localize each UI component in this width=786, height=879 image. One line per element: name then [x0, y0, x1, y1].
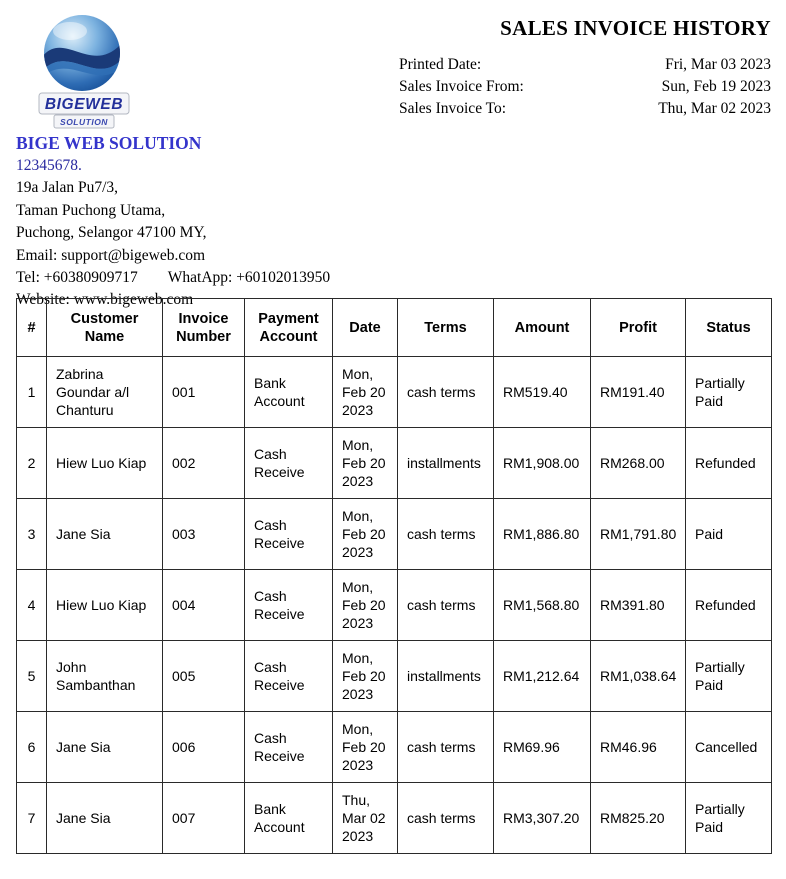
- bigeweb-logo-icon: [36, 13, 142, 129]
- cell-terms: cash terms: [398, 783, 494, 854]
- company-logo: [36, 13, 142, 129]
- company-email: Email: support@bigeweb.com: [16, 246, 206, 264]
- col-header-amount: Amount: [494, 299, 591, 357]
- table-row: [17, 499, 772, 570]
- cell-invoice-number: 001: [163, 357, 245, 428]
- cell-terms: installments: [398, 641, 494, 712]
- cell-invoice-number: 004: [163, 570, 245, 641]
- cell-payment-account: Cash Receive: [245, 428, 333, 499]
- cell-customer-name: Jane Sia: [47, 712, 163, 783]
- cell-date: Mon, Feb 20 2023: [333, 641, 398, 712]
- address-line-2: Taman Puchong Utama,: [16, 201, 166, 219]
- company-name: BIGE WEB SOLUTION: [16, 133, 202, 153]
- table-row: [17, 428, 772, 499]
- logo-highlight: [53, 22, 87, 40]
- cell-terms: installments: [398, 428, 494, 499]
- company-tel: Tel: +60380909717: [16, 269, 138, 287]
- cell-payment-account: Cash Receive: [245, 570, 333, 641]
- cell-status: Partially Paid: [686, 357, 772, 428]
- cell-status: Refunded: [686, 570, 772, 641]
- cell-terms: cash terms: [398, 499, 494, 570]
- col-header-customer-name: Customer Name: [47, 299, 163, 357]
- col-header-profit: Profit: [591, 299, 686, 357]
- report-header: [399, 16, 771, 120]
- cell-payment-account: Cash Receive: [245, 641, 333, 712]
- cell-profit: RM1,791.80: [591, 499, 686, 570]
- cell-profit: RM825.20: [591, 783, 686, 854]
- col-header-status: Status: [686, 299, 772, 357]
- cell-index: 7: [17, 783, 47, 854]
- cell-terms: cash terms: [398, 712, 494, 783]
- table-row: [17, 783, 772, 854]
- cell-amount: RM69.96: [494, 712, 591, 783]
- invoice-to-value: Thu, Mar 02 2023: [658, 100, 771, 117]
- header-row: [17, 299, 772, 357]
- logo-brand-text: BIGEWEB: [44, 96, 124, 113]
- col-header-payment-account: Payment Account: [245, 299, 333, 357]
- cell-customer-name: Jane Sia: [47, 499, 163, 570]
- meta-row-invoice-to: [399, 98, 771, 120]
- cell-profit: RM191.40: [591, 357, 686, 428]
- cell-invoice-number: 003: [163, 499, 245, 570]
- table-row: [17, 570, 772, 641]
- meta-row-invoice-from: [399, 76, 771, 98]
- col-header-terms: Terms: [398, 299, 494, 357]
- invoice-table-body: [17, 357, 772, 854]
- cell-amount: RM519.40: [494, 357, 591, 428]
- cell-date: Mon, Feb 20 2023: [333, 499, 398, 570]
- cell-terms: cash terms: [398, 570, 494, 641]
- company-registration: 12345678.: [16, 157, 82, 174]
- cell-amount: RM1,212.64: [494, 641, 591, 712]
- cell-invoice-number: 006: [163, 712, 245, 783]
- cell-status: Partially Paid: [686, 641, 772, 712]
- cell-invoice-number: 002: [163, 428, 245, 499]
- cell-date: Mon, Feb 20 2023: [333, 570, 398, 641]
- invoice-from-value: Sun, Feb 19 2023: [661, 78, 771, 95]
- cell-payment-account: Cash Receive: [245, 712, 333, 783]
- cell-index: 5: [17, 641, 47, 712]
- cell-index: 2: [17, 428, 47, 499]
- cell-amount: RM1,908.00: [494, 428, 591, 499]
- cell-index: 6: [17, 712, 47, 783]
- cell-payment-account: Cash Receive: [245, 499, 333, 570]
- report-meta: [399, 54, 771, 120]
- cell-customer-name: John Sambanthan: [47, 641, 163, 712]
- invoice-to-label: Sales Invoice To:: [399, 100, 507, 117]
- cell-customer-name: Zabrina Goundar a/l Chanturu: [47, 357, 163, 428]
- cell-date: Mon, Feb 20 2023: [333, 712, 398, 783]
- cell-status: Partially Paid: [686, 783, 772, 854]
- table-row: [17, 357, 772, 428]
- cell-profit: RM1,038.64: [591, 641, 686, 712]
- col-header-date: Date: [333, 299, 398, 357]
- invoice-from-label: Sales Invoice From:: [399, 78, 524, 95]
- cell-status: Cancelled: [686, 712, 772, 783]
- cell-amount: RM1,886.80: [494, 499, 591, 570]
- company-website: Website: www.bigeweb.com: [16, 291, 194, 309]
- address-line-1: 19a Jalan Pu7/3,: [16, 179, 119, 197]
- cell-payment-account: Bank Account: [245, 357, 333, 428]
- col-header-index: #: [17, 299, 47, 357]
- cell-invoice-number: 005: [163, 641, 245, 712]
- cell-status: Paid: [686, 499, 772, 570]
- cell-profit: RM391.80: [591, 570, 686, 641]
- cell-invoice-number: 007: [163, 783, 245, 854]
- cell-date: Thu, Mar 02 2023: [333, 783, 398, 854]
- table-row: [17, 712, 772, 783]
- printed-date-label: Printed Date:: [399, 56, 482, 73]
- printed-date-value: Fri, Mar 03 2023: [665, 56, 771, 73]
- invoice-history-table: [16, 298, 772, 854]
- cell-date: Mon, Feb 20 2023: [333, 357, 398, 428]
- cell-payment-account: Bank Account: [245, 783, 333, 854]
- cell-customer-name: Jane Sia: [47, 783, 163, 854]
- cell-index: 4: [17, 570, 47, 641]
- invoice-table-header: [17, 299, 772, 357]
- address-line-3: Puchong, Selangor 47100 MY,: [16, 224, 207, 242]
- logo-sub-text: SOLUTION: [60, 117, 108, 127]
- cell-amount: RM3,307.20: [494, 783, 591, 854]
- meta-row-printed-date: [399, 54, 771, 76]
- cell-status: Refunded: [686, 428, 772, 499]
- cell-date: Mon, Feb 20 2023: [333, 428, 398, 499]
- cell-customer-name: Hiew Luo Kiap: [47, 570, 163, 641]
- cell-terms: cash terms: [398, 357, 494, 428]
- company-whatsapp: WhatApp: +60102013950: [167, 269, 331, 287]
- table-row: [17, 641, 772, 712]
- page-title: SALES INVOICE HISTORY: [500, 16, 771, 40]
- cell-customer-name: Hiew Luo Kiap: [47, 428, 163, 499]
- cell-profit: RM46.96: [591, 712, 686, 783]
- company-phones: [16, 267, 330, 289]
- cell-amount: RM1,568.80: [494, 570, 591, 641]
- cell-profit: RM268.00: [591, 428, 686, 499]
- col-header-invoice-number: Invoice Number: [163, 299, 245, 357]
- company-info: [16, 131, 330, 312]
- cell-index: 1: [17, 357, 47, 428]
- cell-index: 3: [17, 499, 47, 570]
